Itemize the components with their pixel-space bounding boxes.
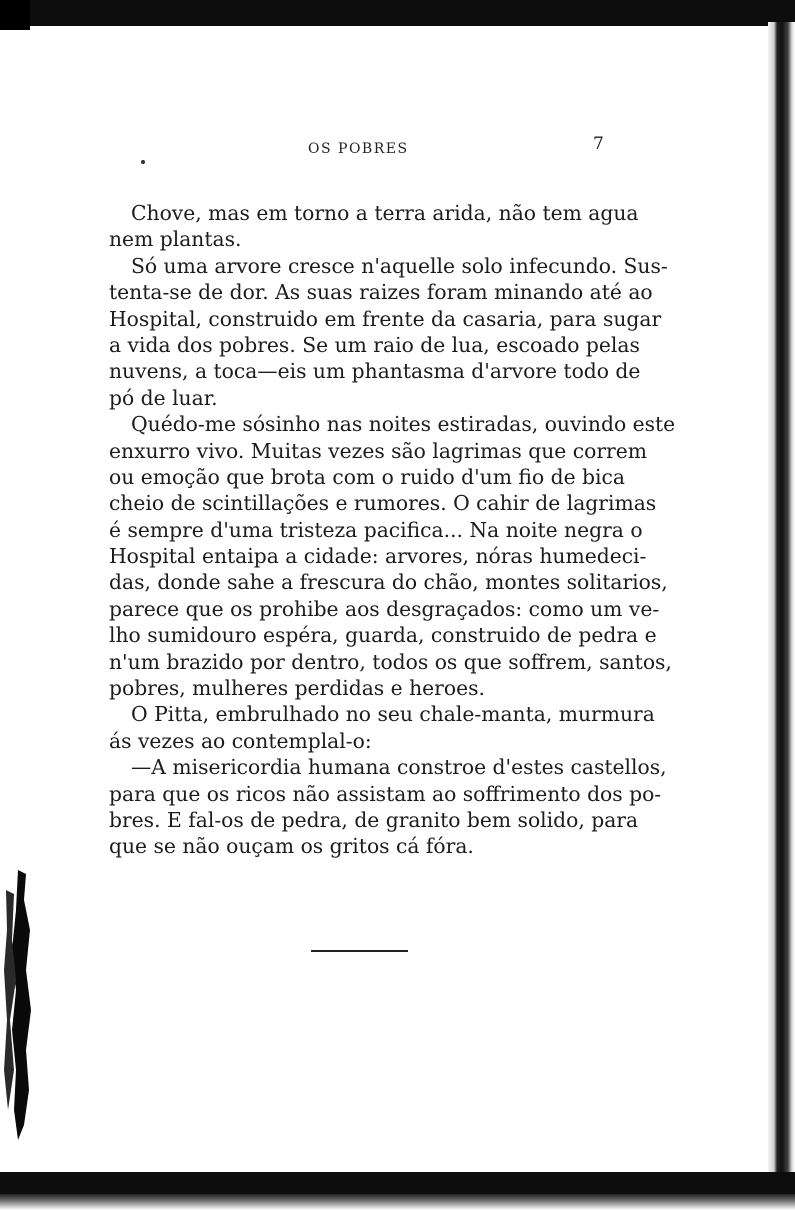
text-line: é sempre d'uma tristeza pacifica... Na noite negra o <box>109 517 643 542</box>
ink-speck <box>141 160 145 164</box>
text-line: Hospital, construido em frente da casaria, para sugar <box>109 306 662 331</box>
scan-binding-shadow <box>4 870 38 1140</box>
text-line: Hospital entaipa a cidade: arvores, nóras humedeci- <box>109 544 647 569</box>
page-number: 7 <box>593 134 604 154</box>
text-line: ou emoção que brota com o ruido d'um fio de bica <box>109 464 625 489</box>
scan-top-border <box>0 0 795 26</box>
scan-corner-mark <box>0 0 30 30</box>
text-line: a vida dos pobres. Se um raio de lua, escoado pelas <box>109 332 640 357</box>
text-line: bres. E fal-os de pedra, de granito bem solido, para <box>109 807 639 832</box>
text-line: enxurro vivo. Muitas vezes são lagrimas que correm <box>109 438 647 463</box>
text-line: parece que os prohibe aos desgraçados: como um ve- <box>109 596 660 621</box>
scan-right-edge <box>768 22 795 1187</box>
body-text <box>109 200 676 860</box>
end-rule <box>311 950 408 952</box>
text-line: para que os ricos não assistam ao soffrimento dos po- <box>109 781 662 806</box>
text-line: cheio de scintillações e rumores. O cahir de lagrimas <box>109 491 657 516</box>
text-line: que se não ouçam os gritos cá fóra. <box>109 834 474 859</box>
text-line: pó de luar. <box>109 385 218 410</box>
text-line: das, donde sahe a frescura do chão, montes solitarios, <box>109 570 668 595</box>
scan-bottom-border <box>0 1172 795 1194</box>
text-line: n'um brazido por dentro, todos os que soffrem, santos, <box>109 649 672 674</box>
text-line: ás vezes ao contemplal-o: <box>109 728 372 753</box>
text-line: —A misericordia humana constroe d'estes castellos, <box>131 755 667 780</box>
scan-bottom-shadow <box>0 1194 795 1210</box>
text-line: Quédo-me sósinho nas noites estiradas, ouvindo este <box>131 412 676 437</box>
text-line: lho sumidouro espéra, guarda, construido de pedra e <box>109 623 657 648</box>
text-line: nem plantas. <box>109 227 242 252</box>
text-line: O Pitta, embrulhado no seu chale-manta, murmura <box>131 702 655 727</box>
text-line: tenta-se de dor. As suas raizes foram minando até ao <box>109 280 653 305</box>
text-line: Só uma arvore cresce n'aquelle solo infecundo. Sus- <box>131 253 668 278</box>
text-line: Chove, mas em torno a terra arida, não tem agua <box>131 201 639 225</box>
text-line: pobres, mulheres perdidas e heroes. <box>109 676 485 701</box>
text-line: nuvens, a toca—eis um phantasma d'arvore todo de <box>109 359 641 384</box>
running-title: OS POBRES <box>308 141 409 157</box>
